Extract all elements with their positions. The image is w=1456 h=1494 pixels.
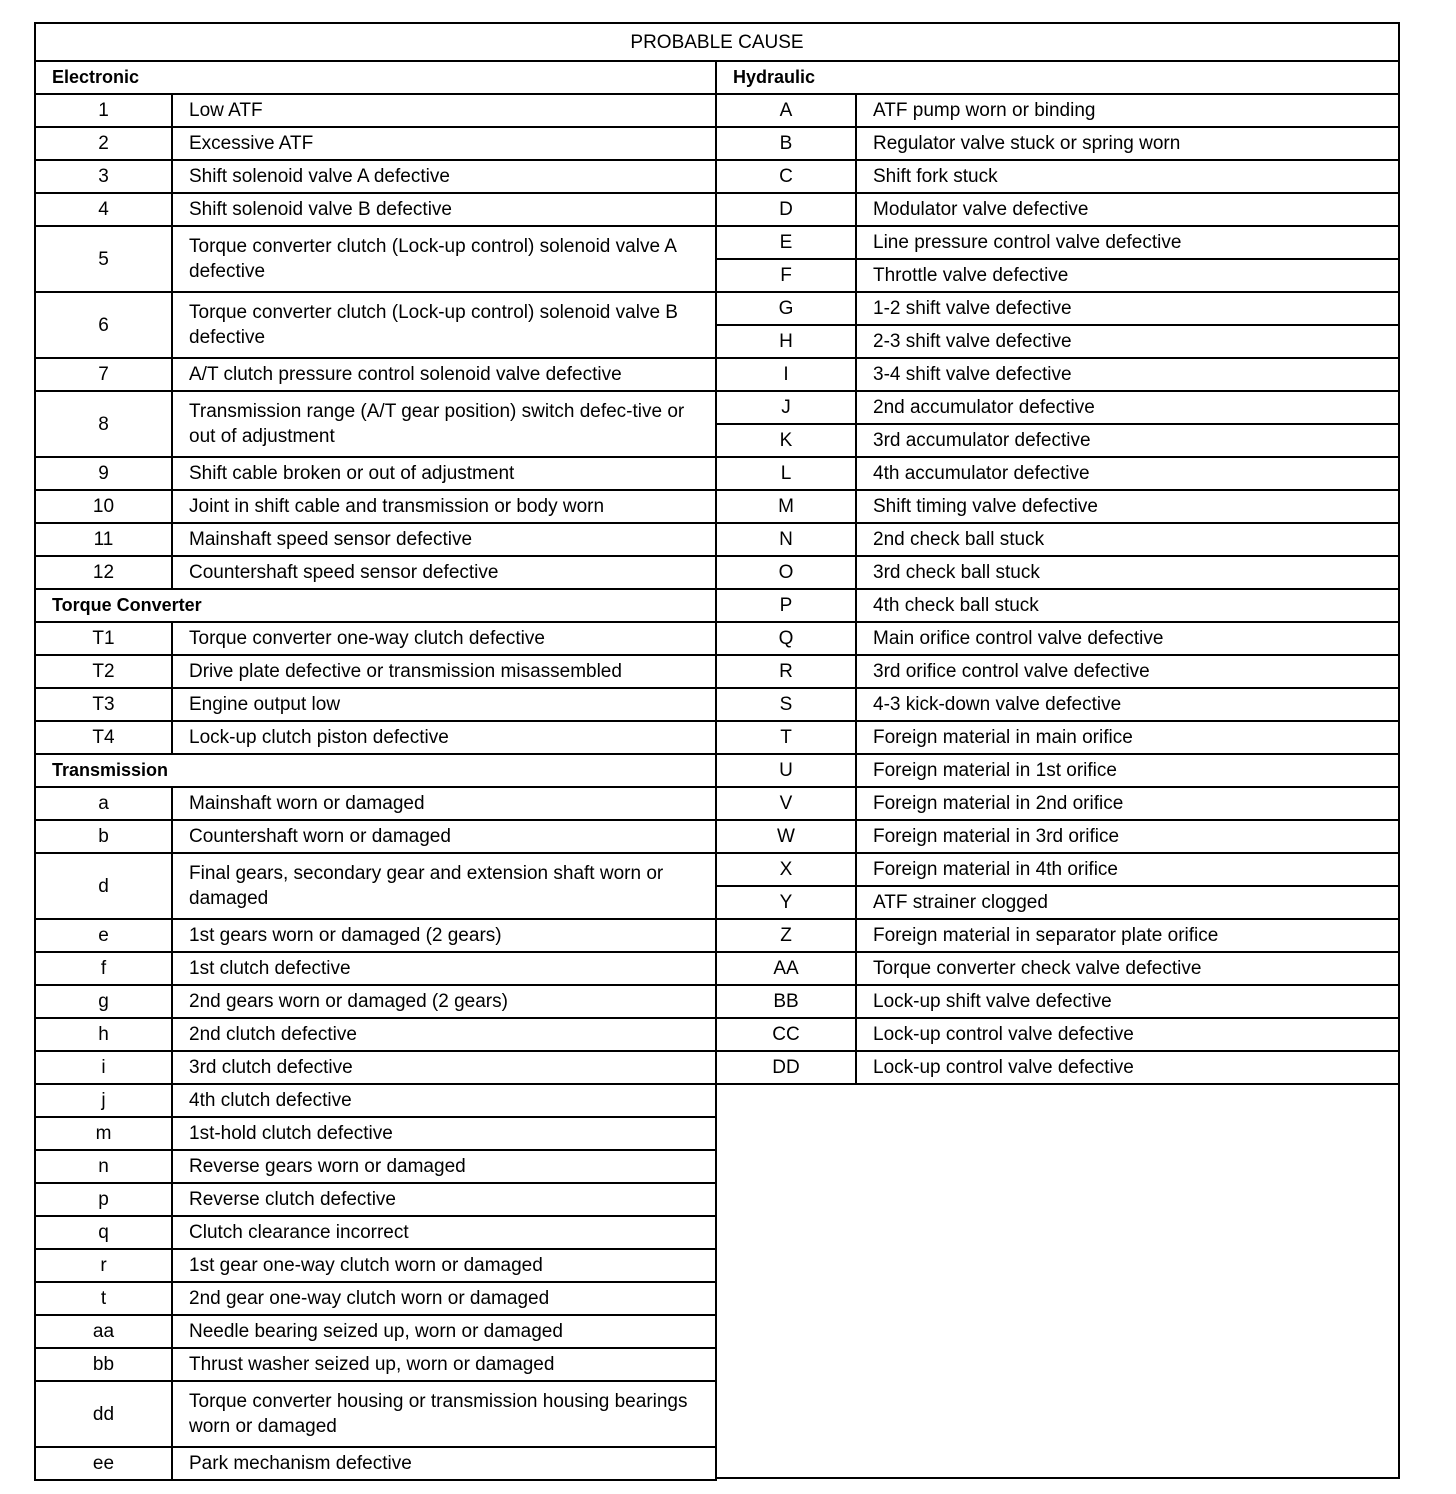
cause-description: Torque converter clutch (Lock-up control) solenoid valve B defective [173,291,717,357]
cause-code: C [717,159,857,192]
cause-code: BB [717,984,857,1017]
cause-description: Countershaft worn or damaged [173,819,717,852]
cause-description: Torque converter check valve defective [857,951,1400,984]
cause-description: 2nd accumulator defective [857,390,1400,423]
cause-code: G [717,291,857,324]
cause-code: E [717,225,857,258]
cause-description: Lock-up clutch piston defective [173,720,717,753]
cause-description: Drive plate defective or transmission misassembled [173,654,717,687]
cause-code: AA [717,951,857,984]
cause-description: 2nd gear one-way clutch worn or damaged [173,1281,717,1314]
cause-description: Low ATF [173,93,717,126]
cause-description: Foreign material in main orifice [857,720,1400,753]
cause-description: ATF pump worn or binding [857,93,1400,126]
cause-code: 3 [34,159,173,192]
cause-description: Shift solenoid valve A defective [173,159,717,192]
cause-code: a [34,786,173,819]
cause-description: 3rd clutch defective [173,1050,717,1083]
cause-code: n [34,1149,173,1182]
cause-description: 1-2 shift valve defective [857,291,1400,324]
cause-description: Shift cable broken or out of adjustment [173,456,717,489]
cause-code: d [34,852,173,918]
cause-code: 10 [34,489,173,522]
cause-description: 2nd gears worn or damaged (2 gears) [173,984,717,1017]
section-header: Transmission [34,753,717,786]
cause-code: 6 [34,291,173,357]
cause-description: 1st gear one-way clutch worn or damaged [173,1248,717,1281]
cause-code: CC [717,1017,857,1050]
cause-description: Main orifice control valve defective [857,621,1400,654]
cause-code: 2 [34,126,173,159]
cause-description: Line pressure control valve defective [857,225,1400,258]
cause-code: X [717,852,857,885]
cause-description: Shift fork stuck [857,159,1400,192]
cause-description: 2nd check ball stuck [857,522,1400,555]
cause-description: Throttle valve defective [857,258,1400,291]
cause-description: 4th check ball stuck [857,588,1400,621]
cause-code: T4 [34,720,173,753]
cause-description: 4th clutch defective [173,1083,717,1116]
cause-description: 1st clutch defective [173,951,717,984]
cause-description: Torque converter clutch (Lock-up control) solenoid valve A defective [173,225,717,291]
cause-description: Excessive ATF [173,126,717,159]
cause-description: Torque converter housing or transmission housing bearings worn or damaged [173,1380,717,1446]
cause-code: DD [717,1050,857,1083]
cause-description: Mainshaft speed sensor defective [173,522,717,555]
cause-description: 1st-hold clutch defective [173,1116,717,1149]
cause-code: T3 [34,687,173,720]
cause-description: 2-3 shift valve defective [857,324,1400,357]
cause-code: M [717,489,857,522]
cause-code: Z [717,918,857,951]
cause-description: Countershaft speed sensor defective [173,555,717,588]
cause-code: 4 [34,192,173,225]
cause-description: Park mechanism defective [173,1446,717,1479]
cause-description: Modulator valve defective [857,192,1400,225]
cause-description: Lock-up shift valve defective [857,984,1400,1017]
section-header: Torque Converter [34,588,717,621]
table-title: PROBABLE CAUSE [34,22,1400,60]
section-header: Hydraulic [717,60,1400,93]
cause-description: 3rd orifice control valve defective [857,654,1400,687]
cause-code: H [717,324,857,357]
cause-description: Lock-up control valve defective [857,1017,1400,1050]
cause-description: Reverse gears worn or damaged [173,1149,717,1182]
cause-code: U [717,753,857,786]
cause-code: A [717,93,857,126]
cause-description: ATF strainer clogged [857,885,1400,918]
cause-code: L [717,456,857,489]
cause-description: 3-4 shift valve defective [857,357,1400,390]
cause-code: T2 [34,654,173,687]
cause-description: Shift timing valve defective [857,489,1400,522]
cause-description: Torque converter one-way clutch defective [173,621,717,654]
cause-code: T1 [34,621,173,654]
cause-description: 3rd accumulator defective [857,423,1400,456]
cause-code: h [34,1017,173,1050]
cause-description: Foreign material in 3rd orifice [857,819,1400,852]
cause-code: j [34,1083,173,1116]
cause-description: Engine output low [173,687,717,720]
cause-code: b [34,819,173,852]
cause-code: R [717,654,857,687]
cause-description: 4th accumulator defective [857,456,1400,489]
cause-code: V [717,786,857,819]
cause-code: i [34,1050,173,1083]
cause-description: A/T clutch pressure control solenoid valve defective [173,357,717,390]
cause-description: Clutch clearance incorrect [173,1215,717,1248]
cause-code: Y [717,885,857,918]
cause-code: dd [34,1380,173,1446]
cause-description: Thrust washer seized up, worn or damaged [173,1347,717,1380]
cause-code: 1 [34,93,173,126]
cause-code: N [717,522,857,555]
cause-code: D [717,192,857,225]
table-bottom-border [34,1477,717,1481]
cause-description: Mainshaft worn or damaged [173,786,717,819]
cause-code: aa [34,1314,173,1347]
cause-code: r [34,1248,173,1281]
cause-code: T [717,720,857,753]
cause-description: Regulator valve stuck or spring worn [857,126,1400,159]
cause-description: Final gears, secondary gear and extension shaft worn or damaged [173,852,717,918]
cause-code: 11 [34,522,173,555]
cause-description: Foreign material in 1st orifice [857,753,1400,786]
cause-code: B [717,126,857,159]
cause-description: 3rd check ball stuck [857,555,1400,588]
cause-code: q [34,1215,173,1248]
cause-description: Lock-up control valve defective [857,1050,1400,1083]
cause-code: F [717,258,857,291]
cause-description: Joint in shift cable and transmission or body worn [173,489,717,522]
cause-code: K [717,423,857,456]
cause-code: P [717,588,857,621]
cause-code: ee [34,1446,173,1479]
empty-area [717,1083,1400,1479]
cause-code: f [34,951,173,984]
cause-code: I [717,357,857,390]
cause-description: Needle bearing seized up, worn or damaged [173,1314,717,1347]
cause-description: 4-3 kick-down valve defective [857,687,1400,720]
cause-description: Foreign material in 2nd orifice [857,786,1400,819]
cause-code: e [34,918,173,951]
cause-description: Foreign material in 4th orifice [857,852,1400,885]
cause-code: W [717,819,857,852]
cause-description: Shift solenoid valve B defective [173,192,717,225]
cause-code: J [717,390,857,423]
cause-description: 2nd clutch defective [173,1017,717,1050]
section-header: Electronic [34,60,717,93]
cause-code: O [717,555,857,588]
cause-code: bb [34,1347,173,1380]
cause-code: 9 [34,456,173,489]
cause-code: 12 [34,555,173,588]
cause-code: Q [717,621,857,654]
cause-description: Transmission range (A/T gear position) switch defec-tive or out of adjustment [173,390,717,456]
cause-code: 8 [34,390,173,456]
cause-description: Reverse clutch defective [173,1182,717,1215]
cause-code: m [34,1116,173,1149]
cause-code: S [717,687,857,720]
cause-code: 5 [34,225,173,291]
cause-code: t [34,1281,173,1314]
cause-code: g [34,984,173,1017]
cause-description: 1st gears worn or damaged (2 gears) [173,918,717,951]
cause-code: p [34,1182,173,1215]
cause-code: 7 [34,357,173,390]
cause-description: Foreign material in separator plate orifice [857,918,1400,951]
